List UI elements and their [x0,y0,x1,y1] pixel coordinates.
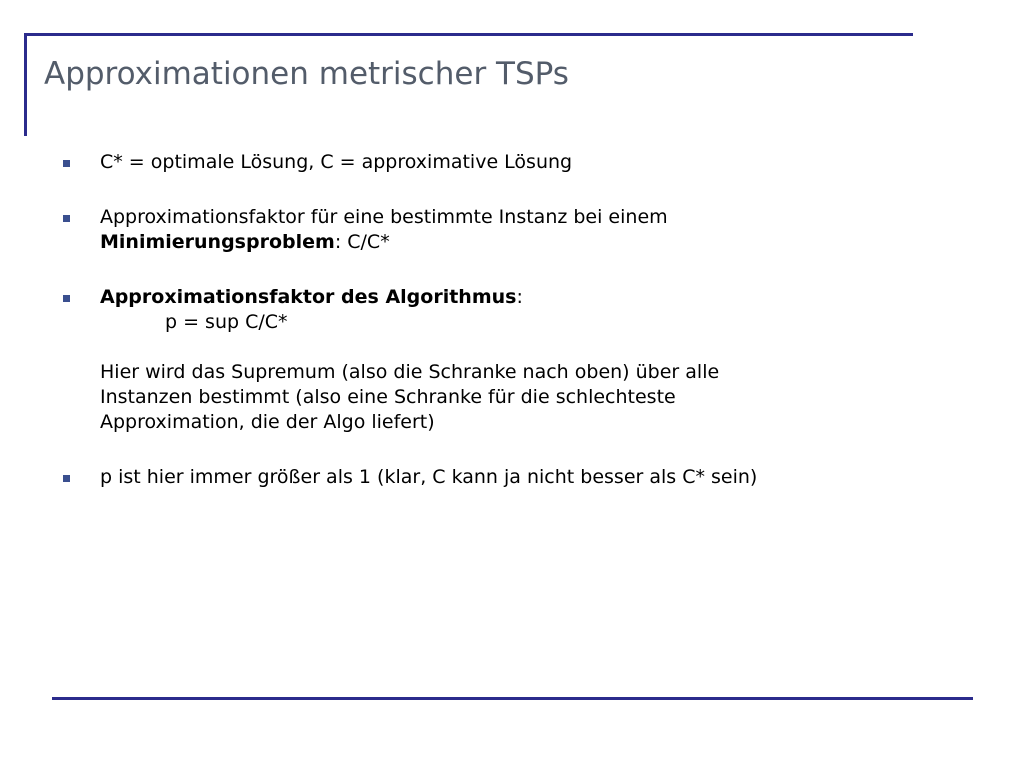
bullet-item [62,150,962,175]
title-frame-left-line [24,33,27,136]
footer-line [52,697,973,700]
bullet-text: p ist hier immer größer als 1 (klar, C kann ja nicht besser als C* sein) [100,466,758,488]
formula: p = sup C/C* [165,311,288,333]
bullet-text: C* = optimale Lösung, C = approximative Lösung [100,151,573,173]
bullet-item [62,465,962,490]
bullet-text-line [100,285,962,310]
square-bullet-icon [63,295,70,302]
bold-term: Approximationsfaktor des Algorithmus [100,286,517,308]
bullet-text-line: Instanzen bestimmt (also eine Schranke für die schlechteste [100,386,676,408]
bold-term: Minimierungsproblem [100,231,335,253]
bullet-text-line: Approximation, die der Algo liefert) [100,411,435,433]
bullet-text-line: Approximationsfaktor für eine bestimmte Instanz bei einem [100,206,668,228]
bullet-list [62,150,962,490]
square-bullet-icon [63,160,70,167]
bullet-item [62,285,962,435]
square-bullet-icon [63,475,70,482]
bullet-text-line [100,230,962,255]
paragraph-spacer [100,335,962,360]
square-bullet-icon [63,215,70,222]
bullet-text-line: Hier wird das Supremum (also die Schranke nach oben) über alle [100,361,720,383]
title-frame-top-line [24,33,913,36]
bullet-text-rest: : [516,286,523,308]
bullet-item [62,205,962,255]
slide-title: Approximationen metrischer TSPs [44,56,569,92]
bullet-text-rest: : C/C* [334,231,390,253]
